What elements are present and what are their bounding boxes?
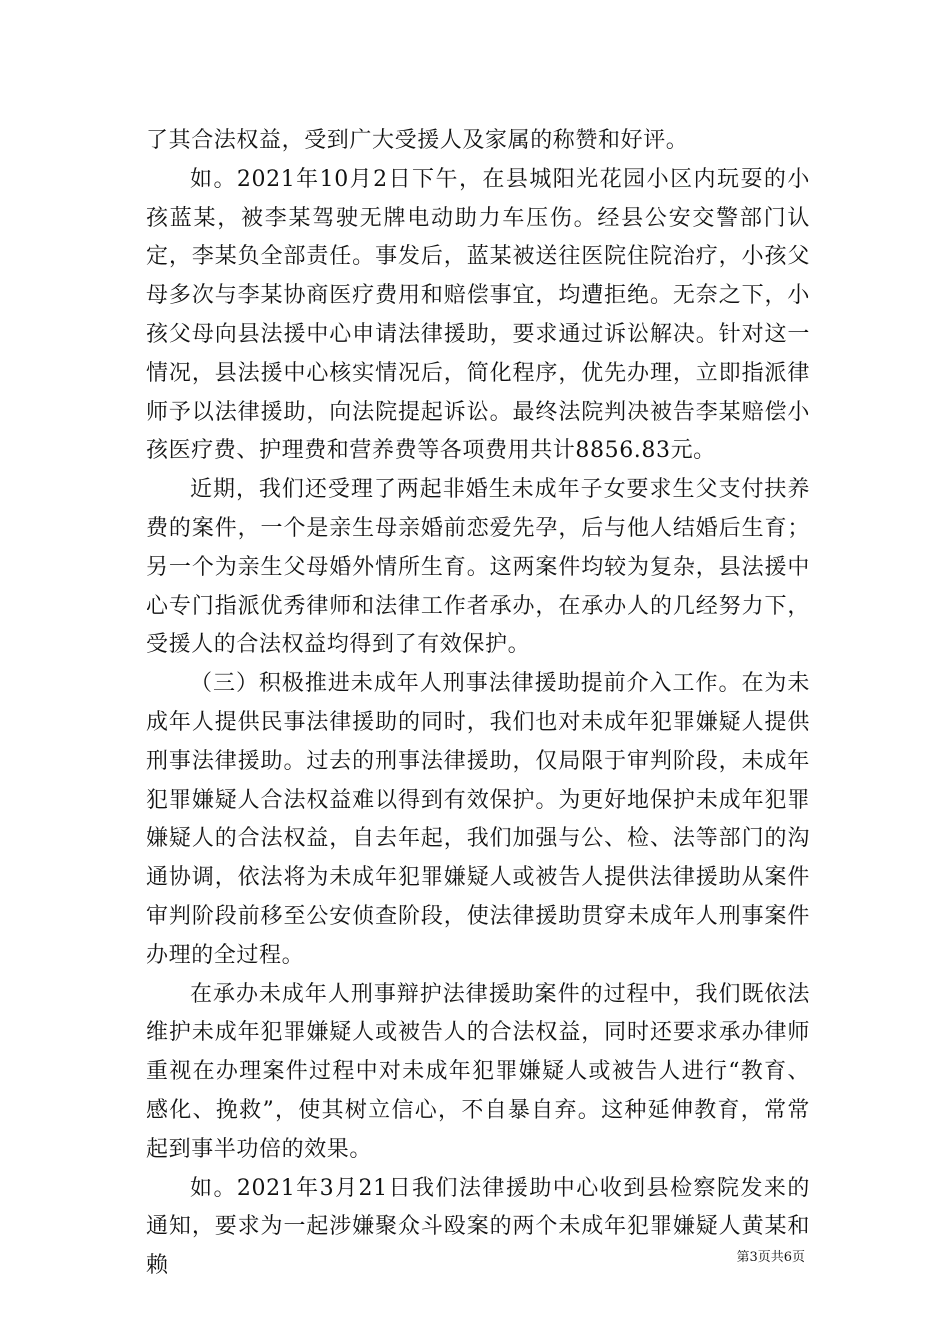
paragraph-continuation: 了其合法权益，受到广大受援人及家属的称赞和好评。 <box>146 128 689 153</box>
page-number: 第3页共6页 <box>736 1250 805 1265</box>
paragraph-support-cases: 近期，我们还受理了两起非婚生未成年子女要求生父支付扶养费的案件，一个是亲生母亲婚前恋爱先孕，后与他人结婚后生育；另一个为亲生父母婚外情所生育。这两案件均较为复杂，县法援中心专门指派优秀律师和法律工作者承办，在承办人的几经努力下，受援人的合法权益均得到了有效保护。 <box>146 477 810 658</box>
paragraph-traffic-case: 如。2021年10月2日下午，在县城阳光花园小区内玩耍的小孩蓝某，被李某驾驶无牌电动助力车压伤。经县公安交警部门认定，李某负全部责任。事发后，蓝某被送往医院住院治疗，小孩父母多次与李某协商医疗费用和赔偿事宜，均遭拒绝。无奈之下，小孩父母向县法援中心申请法律援助，要求通过诉讼解决。针对这一情况，县法援中心核实情况后，简化程序，优先办理，立即指派律师予以法律援助，向法院提起诉讼。最终法院判决被告李某赔偿小孩医疗费、护理费和营养费等各项费用共计8856.83元。 <box>146 166 810 464</box>
document-body <box>146 122 810 1286</box>
paragraph-section-three: （三）积极推进未成年人刑事法律援助提前介入工作。在为未成年人提供民事法律援助的同时，我们也对未成年犯罪嫌疑人提供刑事法律援助。过去的刑事法律援助，仅局限于审判阶段，未成年犯罪嫌疑人合法权益难以得到有效保护。为更好地保护未成年犯罪嫌疑人的合法权益，自去年起，我们加强与公、检、法等部门的沟通协调，依法将为未成年犯罪嫌疑人或被告人提供法律援助从案件审判阶段前移至公安侦查阶段，使法律援助贯穿未成年人刑事案件办理的全过程。 <box>146 671 810 968</box>
paragraph-new-case: 如。2021年3月21日我们法律援助中心收到县检察院发来的通知，要求为一起涉嫌聚众斗殴案的两个未成年犯罪嫌疑人黄某和赖 <box>146 1175 810 1279</box>
paragraph-criminal-defense: 在承办未成年人刑事辩护法律援助案件的过程中，我们既依法维护未成年犯罪嫌疑人或被告人的合法权益，同时还要求承办律师重视在办理案件过程中对未成年犯罪嫌疑人或被告人进行“教育、感化、挽救”，使其树立信心，不自暴自弃。这种延伸教育，常常起到事半功倍的效果。 <box>146 981 810 1162</box>
